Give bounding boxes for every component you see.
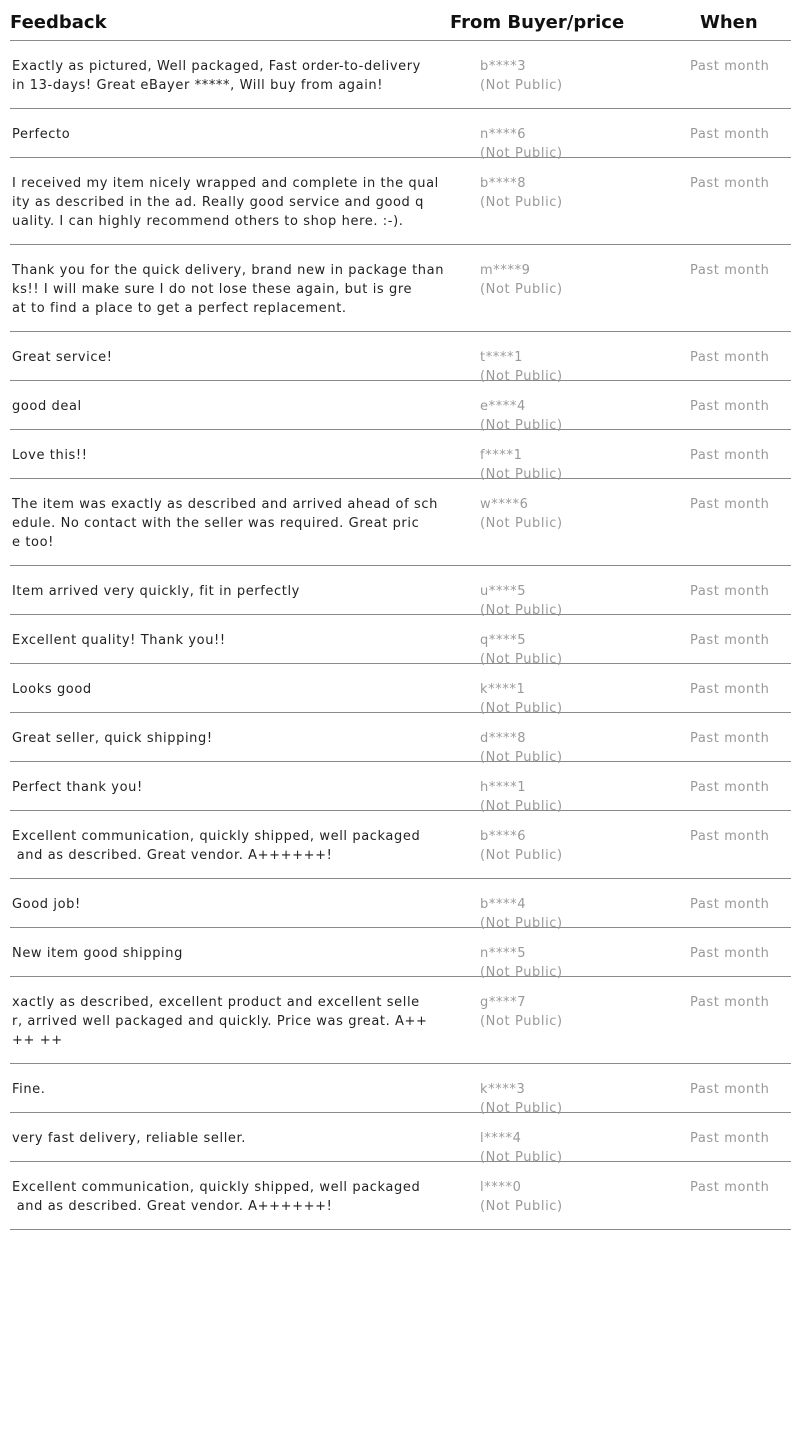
feedback-line: Thank you for the quick delivery, brand new in package than bbox=[12, 263, 445, 278]
feedback-line: Perfect thank you! bbox=[12, 780, 143, 795]
buyer-price: (Not Public) bbox=[480, 603, 563, 618]
buyer-cell bbox=[480, 174, 660, 212]
when-cell: Past month bbox=[690, 350, 770, 365]
feedback-line: Great service! bbox=[12, 350, 113, 365]
buyer-cell bbox=[480, 827, 660, 865]
buyer-price: (Not Public) bbox=[480, 78, 563, 93]
feedback-text bbox=[12, 446, 442, 465]
table-row bbox=[10, 615, 791, 667]
feedback-text bbox=[12, 582, 442, 601]
buyer-name: b****4 bbox=[480, 897, 527, 912]
buyer-name: k****1 bbox=[480, 682, 526, 697]
feedback-text bbox=[12, 631, 442, 650]
feedback-line: Exactly as pictured, Well packaged, Fast order-to-delivery bbox=[12, 59, 421, 74]
feedback-text bbox=[12, 1178, 442, 1216]
buyer-cell bbox=[480, 993, 660, 1031]
table-row bbox=[10, 158, 791, 245]
when-cell: Past month bbox=[690, 127, 770, 142]
when-cell: Past month bbox=[690, 731, 770, 746]
table-row bbox=[10, 430, 791, 482]
when-cell: Past month bbox=[690, 1082, 770, 1097]
feedback-line: Excellent quality! Thank you!! bbox=[12, 633, 226, 648]
when-cell: Past month bbox=[690, 59, 770, 74]
feedback-text bbox=[12, 261, 445, 318]
feedback-text bbox=[12, 827, 442, 865]
buyer-price: (Not Public) bbox=[480, 516, 563, 531]
when-cell: Past month bbox=[690, 1131, 770, 1146]
buyer-price: (Not Public) bbox=[480, 799, 563, 814]
buyer-cell bbox=[480, 1178, 660, 1216]
buyer-price: (Not Public) bbox=[480, 418, 563, 433]
when-cell: Past month bbox=[690, 1180, 770, 1195]
buyer-name: u****5 bbox=[480, 584, 527, 599]
feedback-text bbox=[12, 1129, 442, 1148]
feedback-line: Fine. bbox=[12, 1082, 46, 1097]
table-row bbox=[10, 713, 791, 765]
buyer-name: b****3 bbox=[480, 59, 527, 74]
buyer-price: (Not Public) bbox=[480, 146, 563, 161]
buyer-price: (Not Public) bbox=[480, 848, 563, 863]
table-row bbox=[10, 479, 791, 566]
table-row bbox=[10, 245, 791, 332]
feedback-text bbox=[12, 348, 442, 367]
buyer-name: t****1 bbox=[480, 350, 523, 365]
table-row bbox=[10, 566, 791, 618]
feedback-table bbox=[10, 0, 791, 1230]
table-row bbox=[10, 928, 791, 980]
feedback-text bbox=[12, 397, 442, 416]
feedback-line: good deal bbox=[12, 399, 82, 414]
column-header-when: When bbox=[700, 12, 758, 33]
buyer-cell bbox=[480, 261, 660, 299]
feedback-line: e too! bbox=[12, 535, 54, 550]
buyer-price: (Not Public) bbox=[480, 1199, 563, 1214]
feedback-text bbox=[12, 680, 442, 699]
when-cell: Past month bbox=[690, 399, 770, 414]
when-cell: Past month bbox=[690, 995, 770, 1010]
table-row bbox=[10, 1113, 791, 1165]
buyer-name: n****6 bbox=[480, 127, 527, 142]
feedback-line: r, arrived well packaged and quickly. Price was great. A++ bbox=[12, 1014, 428, 1029]
buyer-price: (Not Public) bbox=[480, 701, 563, 716]
buyer-price: (Not Public) bbox=[480, 195, 563, 210]
buyer-price: (Not Public) bbox=[480, 467, 563, 482]
feedback-text bbox=[12, 1080, 442, 1099]
feedback-line: Great seller, quick shipping! bbox=[12, 731, 213, 746]
feedback-line: at to find a place to get a perfect replacement. bbox=[12, 301, 347, 316]
table-row bbox=[10, 381, 791, 433]
feedback-line: Item arrived very quickly, fit in perfectly bbox=[12, 584, 300, 599]
buyer-name: l****0 bbox=[480, 1180, 522, 1195]
buyer-price: (Not Public) bbox=[480, 965, 563, 980]
feedback-line: Excellent communication, quickly shipped, well packaged bbox=[12, 1180, 421, 1195]
when-cell: Past month bbox=[690, 780, 770, 795]
buyer-price: (Not Public) bbox=[480, 750, 563, 765]
feedback-text bbox=[12, 778, 442, 797]
feedback-line: Love this!! bbox=[12, 448, 88, 463]
buyer-name: f****1 bbox=[480, 448, 523, 463]
buyer-price: (Not Public) bbox=[480, 369, 563, 384]
feedback-line: edule. No contact with the seller was required. Great pric bbox=[12, 516, 420, 531]
when-cell: Past month bbox=[690, 897, 770, 912]
feedback-line: Excellent communication, quickly shipped, well packaged bbox=[12, 829, 421, 844]
when-cell: Past month bbox=[690, 497, 770, 512]
table-row bbox=[10, 811, 791, 879]
feedback-line: ++ ++ bbox=[12, 1033, 63, 1048]
when-cell: Past month bbox=[690, 682, 770, 697]
table-header bbox=[10, 0, 791, 41]
feedback-line: very fast delivery, reliable seller. bbox=[12, 1131, 246, 1146]
feedback-text bbox=[12, 57, 442, 95]
feedback-line: and as described. Great vendor. A++++++! bbox=[12, 848, 333, 863]
buyer-cell bbox=[480, 495, 660, 533]
buyer-name: d****8 bbox=[480, 731, 527, 746]
buyer-name: b****6 bbox=[480, 829, 527, 844]
table-row bbox=[10, 762, 791, 814]
table-row bbox=[10, 1162, 791, 1230]
buyer-name: k****3 bbox=[480, 1082, 526, 1097]
feedback-line: ity as described in the ad. Really good service and good q bbox=[12, 195, 424, 210]
buyer-name: q****5 bbox=[480, 633, 527, 648]
feedback-line: Perfecto bbox=[12, 127, 71, 142]
when-cell: Past month bbox=[690, 584, 770, 599]
feedback-line: ks!! I will make sure I do not lose these again, but is gre bbox=[12, 282, 413, 297]
table-row bbox=[10, 1064, 791, 1116]
feedback-line: in 13-days! Great eBayer *****, Will buy from again! bbox=[12, 78, 384, 93]
when-cell: Past month bbox=[690, 448, 770, 463]
buyer-name: b****8 bbox=[480, 176, 527, 191]
feedback-text bbox=[12, 944, 442, 963]
feedback-line: uality. I can highly recommend others to shop here. :-). bbox=[12, 214, 404, 229]
buyer-name: w****6 bbox=[480, 497, 529, 512]
feedback-text bbox=[12, 729, 442, 748]
column-header-feedback: Feedback bbox=[10, 12, 107, 33]
buyer-price: (Not Public) bbox=[480, 1101, 563, 1116]
feedback-text bbox=[12, 993, 442, 1050]
when-cell: Past month bbox=[690, 829, 770, 844]
feedback-text bbox=[12, 495, 442, 552]
buyer-price: (Not Public) bbox=[480, 916, 563, 931]
table-row bbox=[10, 977, 791, 1064]
when-cell: Past month bbox=[690, 946, 770, 961]
buyer-name: m****9 bbox=[480, 263, 531, 278]
when-cell: Past month bbox=[690, 176, 770, 191]
buyer-price: (Not Public) bbox=[480, 282, 563, 297]
table-row bbox=[10, 109, 791, 161]
when-cell: Past month bbox=[690, 263, 770, 278]
table-row bbox=[10, 664, 791, 716]
feedback-rows bbox=[10, 41, 791, 1230]
when-cell: Past month bbox=[690, 633, 770, 648]
buyer-name: l****4 bbox=[480, 1131, 522, 1146]
table-row bbox=[10, 879, 791, 931]
buyer-name: g****7 bbox=[480, 995, 527, 1010]
feedback-line: I received my item nicely wrapped and complete in the qual bbox=[12, 176, 439, 191]
feedback-line: The item was exactly as described and arrived ahead of sch bbox=[12, 497, 438, 512]
table-row bbox=[10, 41, 791, 109]
feedback-text bbox=[12, 125, 442, 144]
column-header-buyer: From Buyer/price bbox=[450, 12, 625, 33]
feedback-line: and as described. Great vendor. A++++++! bbox=[12, 1199, 333, 1214]
buyer-price: (Not Public) bbox=[480, 652, 563, 667]
feedback-line: Good job! bbox=[12, 897, 81, 912]
buyer-name: n****5 bbox=[480, 946, 527, 961]
feedback-line: xactly as described, excellent product and excellent selle bbox=[12, 995, 420, 1010]
table-row bbox=[10, 332, 791, 384]
buyer-name: h****1 bbox=[480, 780, 527, 795]
buyer-price: (Not Public) bbox=[480, 1014, 563, 1029]
feedback-line: Looks good bbox=[12, 682, 92, 697]
feedback-text bbox=[12, 174, 442, 231]
buyer-price: (Not Public) bbox=[480, 1150, 563, 1165]
feedback-text bbox=[12, 895, 442, 914]
buyer-cell bbox=[480, 57, 660, 95]
feedback-line: New item good shipping bbox=[12, 946, 183, 961]
buyer-name: e****4 bbox=[480, 399, 526, 414]
